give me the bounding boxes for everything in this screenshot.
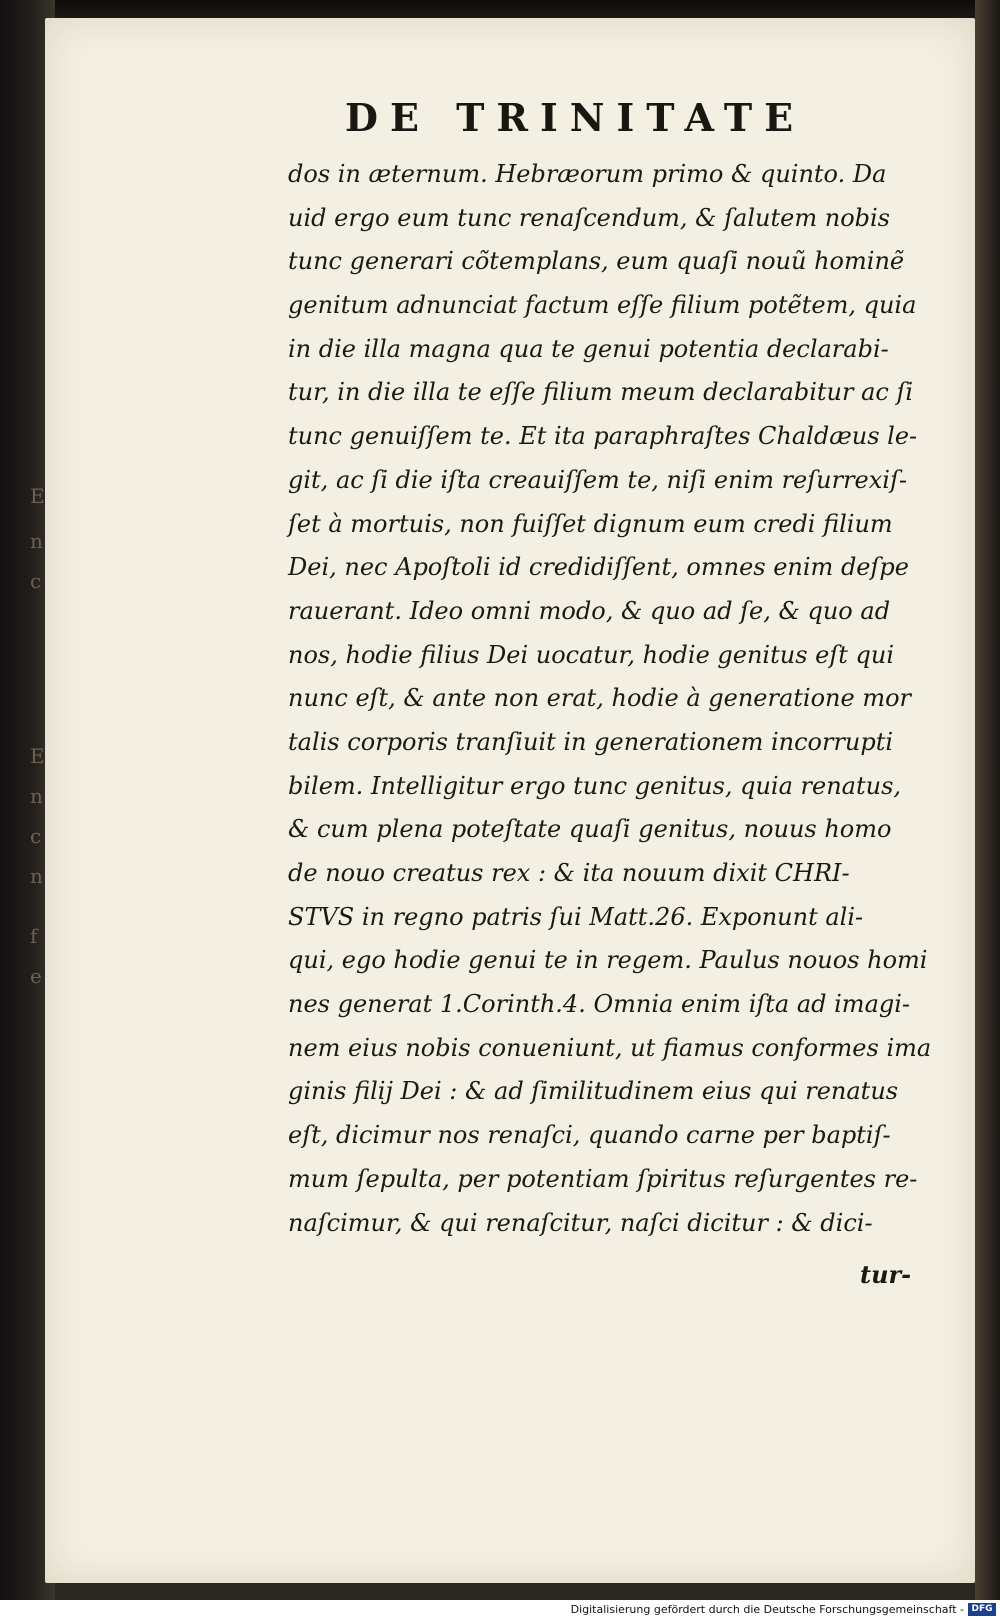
text-line: nunc eſt, & ante non erat, hodie à generatione mor (288, 684, 912, 713)
text-line: bilem. Intelligitur ergo tunc genitus, quia renatus, (288, 771, 902, 800)
bleed-letter: n (30, 864, 43, 888)
text-line: git, ac ſi die iſta creauiſſem te, niſi enim reſurrexiſ- (288, 465, 907, 494)
bleed-letter: E (30, 744, 45, 768)
book-fore-edge (975, 0, 1000, 1600)
text-line: eſt, dicimur nos renaſci, quando carne per baptiſ- (288, 1121, 891, 1150)
text-line: nes generat 1.Corinth.4. Omnia enim iſta ad imagi- (288, 990, 911, 1019)
text-line: naſcimur, & qui renaſcitur, naſci dicitur : & dici- (288, 1208, 873, 1237)
text-line: ſet à mortuis, non fuiſſet dignum eum credi filium (288, 509, 893, 538)
bleed-letter: n (30, 529, 43, 553)
text-line: tur, in die illa te eſſe filium meum declarabitur ac ſi (288, 378, 914, 407)
text-line: nos, hodie filius Dei uocatur, hodie genitus eſt qui (288, 640, 894, 669)
text-line: dos in æternum. Hebræorum primo & quinto. Da (288, 160, 887, 188)
text-line: rauerant. Ideo omni modo, & quo ad ſe, & quo ad (288, 596, 891, 625)
text-line: tunc genuiſſem te. Et ita paraphraſtes Chaldæus le- (288, 422, 918, 451)
catchword: tur- (860, 1260, 912, 1289)
text-line: talis corporis tranſiuit in generationem incorrupti (288, 727, 894, 756)
bleed-letter: e (30, 964, 42, 988)
text-line: de nouo creatus rex : & ita nouum dixit CHRI- (288, 859, 850, 887)
funding-credit: Digitalisierung gefördert durch die Deutsche Forschungsgemeinschaft - (570, 1603, 964, 1616)
text-line: Dei, nec Apoſtoli id credidiſſent, omnes enim deſpe (288, 553, 909, 582)
text-line: tunc generari cõtemplans, eum quaſi nouũ hominẽ (288, 247, 905, 276)
text-line: genitum adnunciat factum eſſe filium potẽtem, quia (288, 291, 917, 320)
text-line: qui, ego hodie genui te in regem. Paulus nouos homi (288, 946, 928, 975)
body-text (288, 153, 948, 1245)
running-head: DE TRINITATE (345, 95, 806, 140)
text-line: in die illa magna qua te genui potentia declarabi- (288, 334, 889, 363)
text-line: ginis filij Dei : & ad ſimilitudinem eius qui renatus (288, 1077, 899, 1106)
dfg-logo: DFG (968, 1603, 996, 1616)
bleed-letter: c (30, 569, 42, 593)
bleed-letter: n (30, 784, 43, 808)
text-line: nem eius nobis conueniunt, ut fiamus conformes ima (288, 1033, 932, 1062)
text-line: uid ergo eum tunc renaſcendum, & ſalutem nobis (288, 203, 890, 232)
text-line: mum ſepulta, per potentiam ſpiritus reſurgentes re- (288, 1164, 918, 1193)
bleed-letter: c (30, 824, 42, 848)
text-line: & cum plena poteſtate quaſi genitus, nouus homo (288, 815, 892, 844)
bleed-letter: E (30, 484, 45, 508)
text-line: STVS in regno patris ſui Matt.26. Exponunt ali- (288, 902, 864, 931)
bleed-letter: f (30, 924, 38, 948)
